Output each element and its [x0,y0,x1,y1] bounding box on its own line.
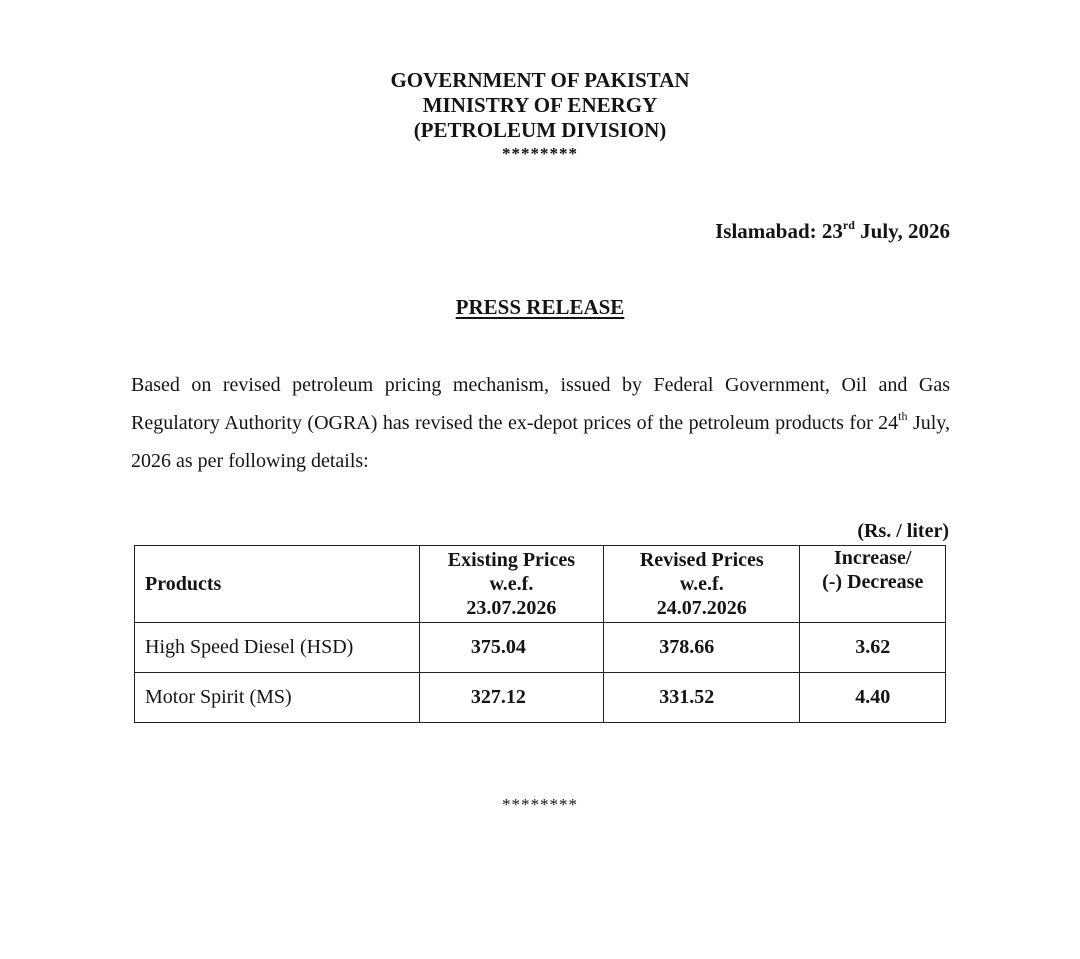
table-row [135,673,946,723]
ministry-title: MINISTRY OF ENERGY [422,93,658,117]
body-ordinal: th [898,409,908,423]
unit-note: (Rs. / liter) [857,520,949,542]
existing-price: 327.12 [419,673,603,723]
header-existing-line3: 23.07.2026 [466,597,557,619]
header-revised-prices [604,546,800,623]
header-existing-prices [419,546,603,623]
dateline-suffix: July, 2026 [854,219,950,243]
closing-separator: ******** [502,795,578,814]
header-change-line2: (-) Decrease [822,571,924,593]
price-change: 3.62 [800,623,946,673]
header-change [800,546,946,623]
header-revised-line1: Revised Prices [639,549,764,571]
price-table [134,545,946,723]
body-text-before: Based on revised petroleum pricing mechanism, issued by Federal Government, Oil and Gas Regulatory Authority (OGRA) has revised the ex-depot prices of the petroleum products for 24 [131,374,950,434]
dateline [715,219,950,244]
revised-price: 378.66 [604,623,800,673]
header-separator: ******** [502,144,578,163]
press-release-heading: PRESS RELEASE [455,295,625,319]
revised-price: 331.52 [604,673,800,723]
government-title: GOVERNMENT OF PAKISTAN [390,68,690,92]
body-paragraph [131,366,950,480]
existing-price: 375.04 [419,623,603,673]
letterhead [0,68,1080,165]
table-header-row [135,546,946,623]
product-name: High Speed Diesel (HSD) [135,623,420,673]
price-change: 4.40 [800,673,946,723]
division-title: (PETROLEUM DIVISION) [413,118,667,142]
header-change-line1: Increase/ [834,547,912,569]
table-row [135,623,946,673]
dateline-ordinal: rd [842,218,855,232]
header-revised-line2: w.e.f. [679,573,724,595]
header-products: Products [135,546,420,623]
header-existing-line2: w.e.f. [489,573,534,595]
header-revised-line3: 24.07.2026 [656,597,747,619]
page-title [0,295,1080,320]
product-name: Motor Spirit (MS) [135,673,420,723]
body-text-after: July, 2026 as per following details: [131,412,950,472]
header-existing-line1: Existing Prices [447,549,576,571]
dateline-prefix: Islamabad: 23 [715,219,843,243]
